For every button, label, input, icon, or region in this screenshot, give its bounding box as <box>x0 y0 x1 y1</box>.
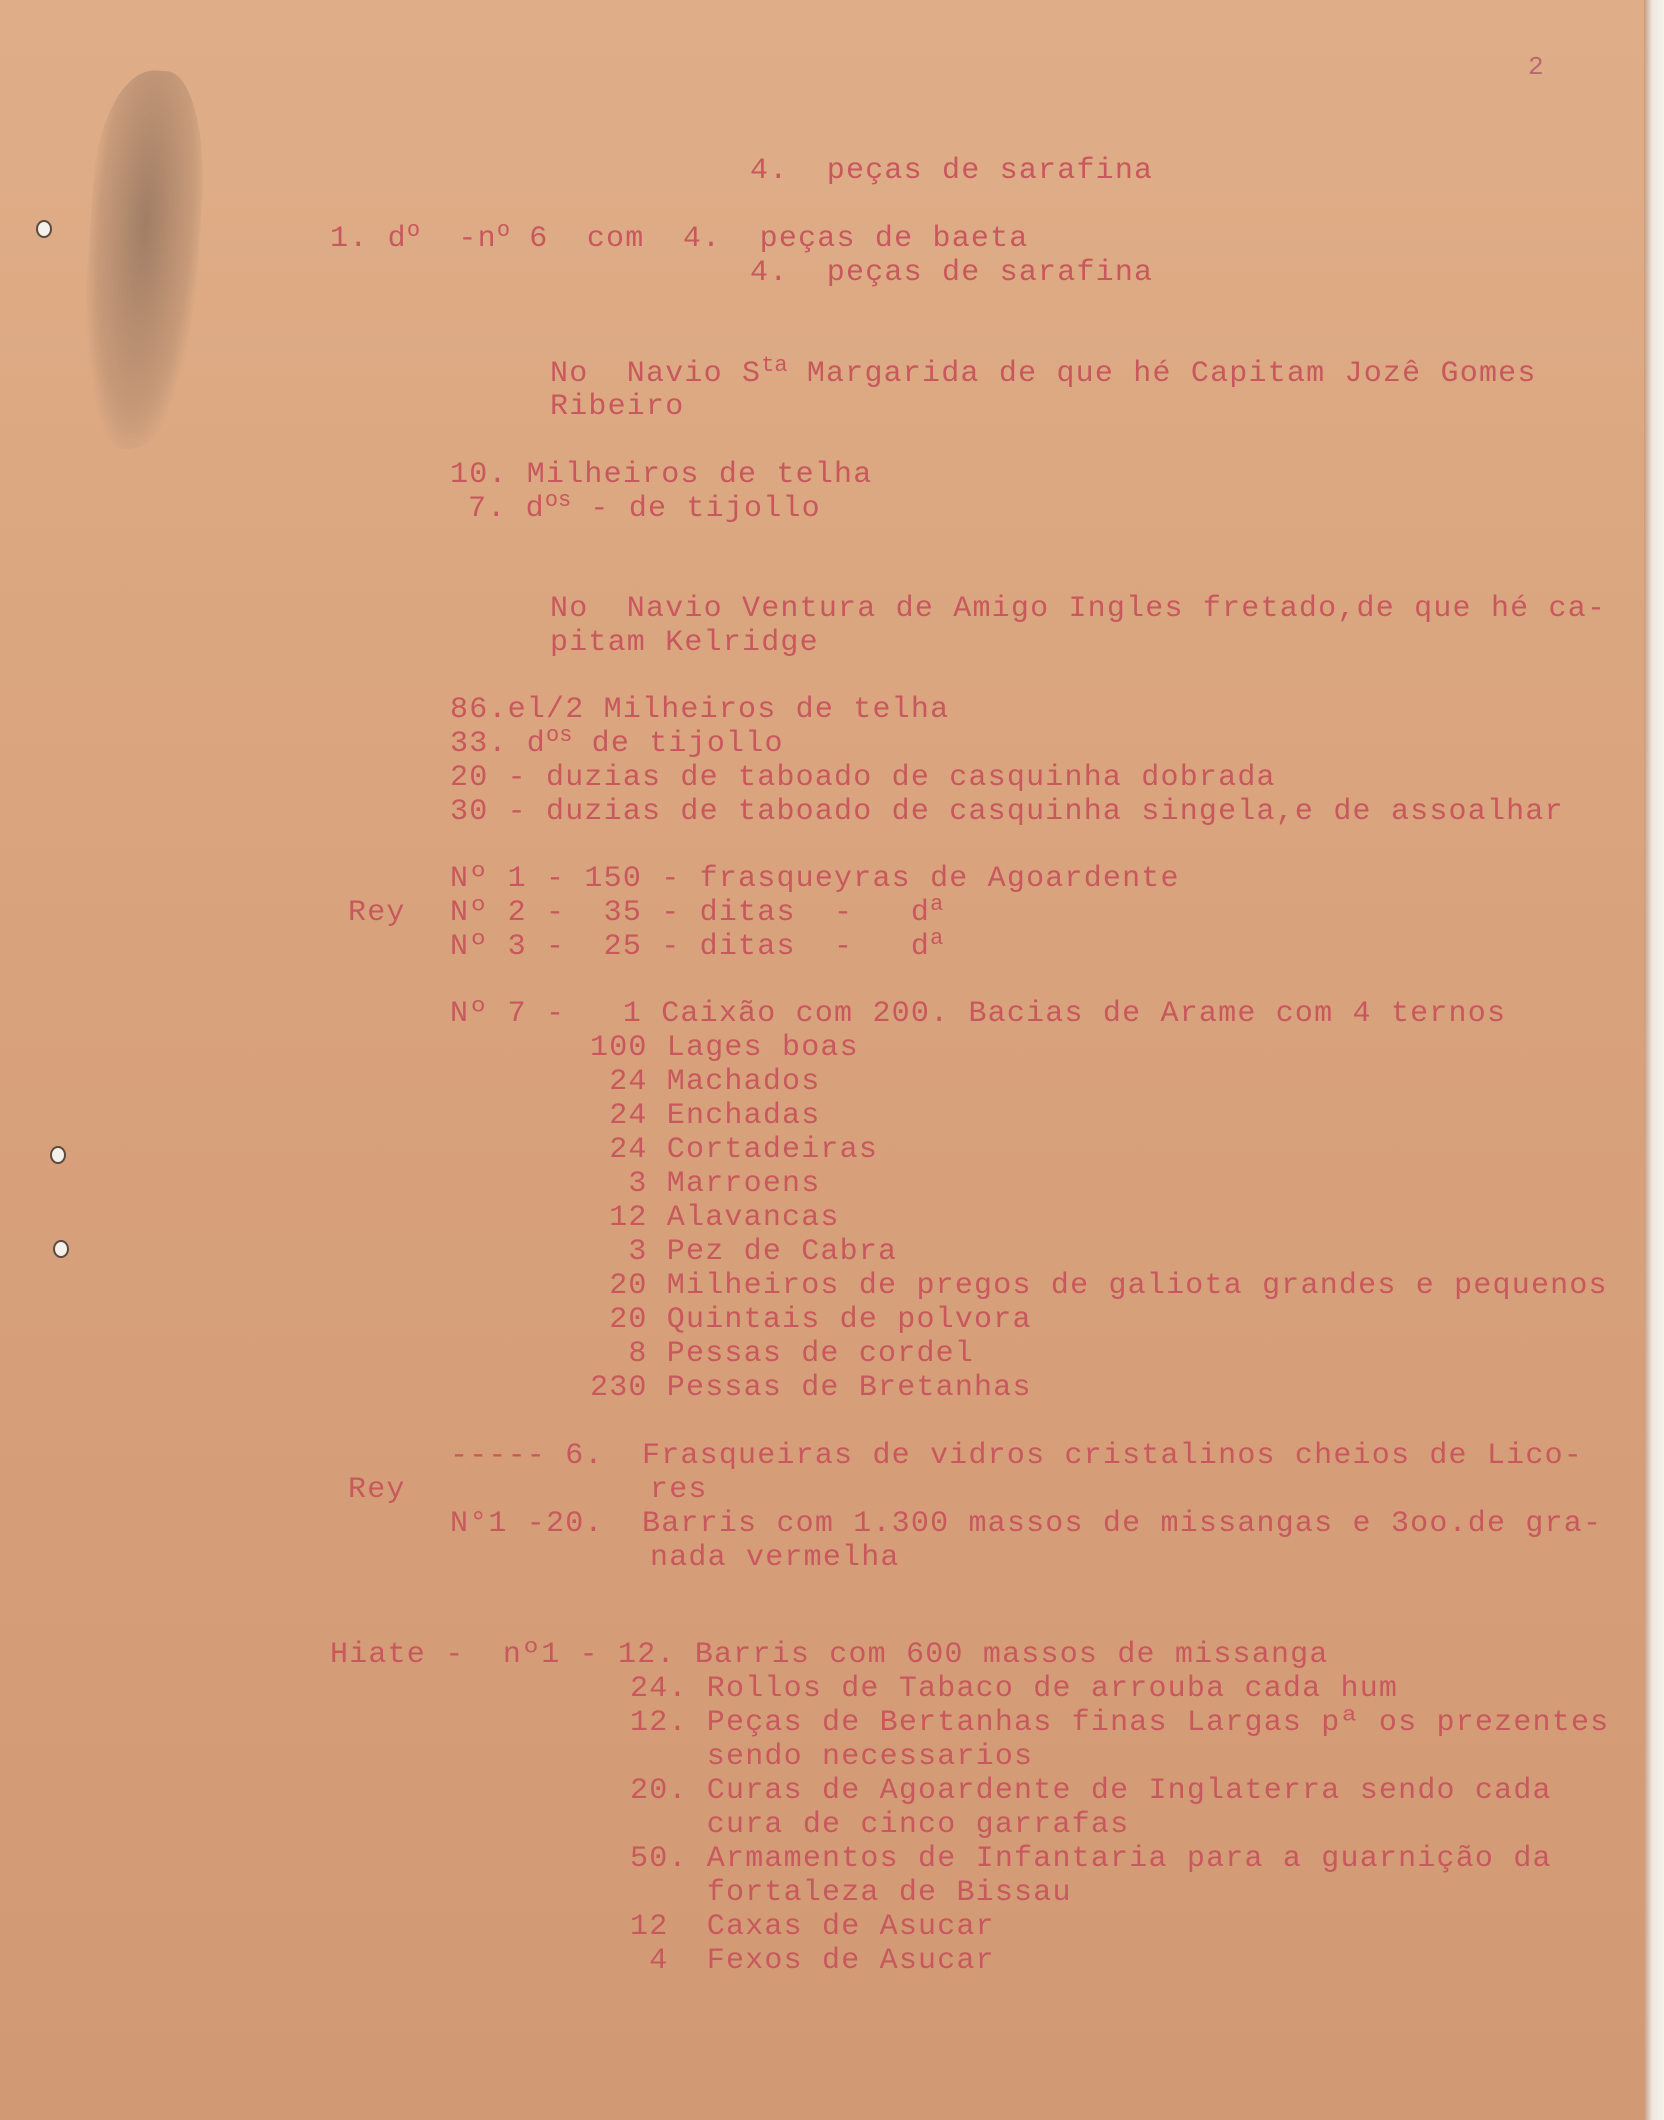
text-line: No Navio Ventura de Amigo Ingles fretado,de que hé ca- <box>550 592 1607 626</box>
list-item: 3 Marroens <box>590 1167 821 1201</box>
list-item: 12. Peças de Bertanhas finas Largas pª os prezentes <box>630 1706 1610 1740</box>
text-line: 10. Milheiros de telha <box>450 458 873 492</box>
list-item: 20 Quintais de polvora <box>590 1303 1032 1337</box>
text-line: nada vermelha <box>650 1541 900 1575</box>
superscript: a <box>930 926 944 951</box>
text: No Navio S <box>550 357 762 391</box>
list-item: 3 Pez de Cabra <box>590 1235 898 1269</box>
text-line: N°1 -20. Barris com 1.300 massos de missangas e 3oo.de gra- <box>450 1507 1603 1541</box>
text-line: 20 - duzias de taboado de casquinha dobrada <box>450 761 1276 795</box>
text: 1. d <box>330 222 407 256</box>
margin-label: Rey <box>348 1473 406 1507</box>
text: 7. d <box>468 492 545 526</box>
list-item: 24. Rollos de Tabaco de arrouba cada hum <box>630 1672 1399 1706</box>
text-line <box>468 488 821 528</box>
text-line: ----- 6. Frasqueiras de vidros cristalinos cheios de Lico- <box>450 1439 1583 1473</box>
list-item: 20. Curas de Agoardente de Inglaterra sendo cada <box>630 1774 1552 1808</box>
list-item: 230 Pessas de Bretanhas <box>590 1371 1032 1405</box>
text-line: Nº 7 - 1 Caixão com 200. Bacias de Arame com 4 ternos <box>450 997 1507 1031</box>
punch-hole <box>50 1146 66 1164</box>
page-number: 2 <box>1528 52 1545 82</box>
margin-label: Rey <box>348 896 406 930</box>
list-item: 12 Alavancas <box>590 1201 840 1235</box>
list-item: 4 Fexos de Asucar <box>630 1944 995 1978</box>
text: 6 com 4. peças de baeta <box>510 222 1029 256</box>
punch-hole <box>53 1240 69 1258</box>
text: -n <box>420 222 497 256</box>
list-item: cura de cinco garrafas <box>630 1808 1130 1842</box>
text: Nº 3 - 25 - ditas - d <box>450 930 931 964</box>
punch-hole <box>36 220 52 238</box>
superscript: os <box>544 488 572 513</box>
list-item: fortaleza de Bissau <box>630 1876 1072 1910</box>
text-line: 4. peças de sarafina <box>750 256 1154 290</box>
text-line: 4. peças de sarafina <box>750 154 1154 188</box>
text-line <box>450 723 784 763</box>
text: de tijollo <box>572 727 784 761</box>
list-item: 100 Lages boas <box>590 1031 859 1065</box>
text-line: 30 - duzias de taboado de casquinha singela,e de assoalhar <box>450 795 1564 829</box>
text: Margarida de que hé Capitam Jozê Gomes <box>787 357 1537 391</box>
text: 33. d <box>450 727 547 761</box>
list-item: 12 Caxas de Asucar <box>630 1910 995 1944</box>
superscript: o <box>496 218 511 243</box>
list-item: 24 Cortadeiras <box>590 1133 879 1167</box>
text-line <box>450 892 944 932</box>
text-line: 86.el/2 Milheiros de telha <box>450 693 950 727</box>
text-line: res <box>650 1473 708 1507</box>
superscript: os <box>546 723 573 748</box>
text-line <box>450 926 944 966</box>
superscript: o <box>406 218 421 243</box>
text-line: Nº 1 - 150 - frasqueyras de Agoardente <box>450 862 1180 896</box>
list-item: 8 Pessas de cordel <box>590 1337 975 1371</box>
superscript: a <box>930 892 944 917</box>
list-item: 24 Enchadas <box>590 1099 821 1133</box>
list-item: 24 Machados <box>590 1065 821 1099</box>
text-line: Ribeiro <box>550 390 685 424</box>
text: - de tijollo <box>571 492 821 526</box>
superscript: ta <box>761 353 788 378</box>
page-edge <box>1644 0 1664 2120</box>
list-item: sendo necessarios <box>630 1740 1034 1774</box>
text: Nº 2 - 35 - ditas - d <box>450 896 931 930</box>
list-item: 50. Armamentos de Infantaria para a guarnição da <box>630 1842 1552 1876</box>
text-line: Hiate - nº1 - 12. Barris com 600 massos de missanga <box>330 1638 1329 1672</box>
text-line: pitam Kelridge <box>550 626 819 660</box>
list-item: 20 Milheiros de pregos de galiota grandes e pequenos <box>590 1269 1608 1303</box>
text-line <box>550 353 1537 393</box>
text-line <box>330 218 1029 258</box>
